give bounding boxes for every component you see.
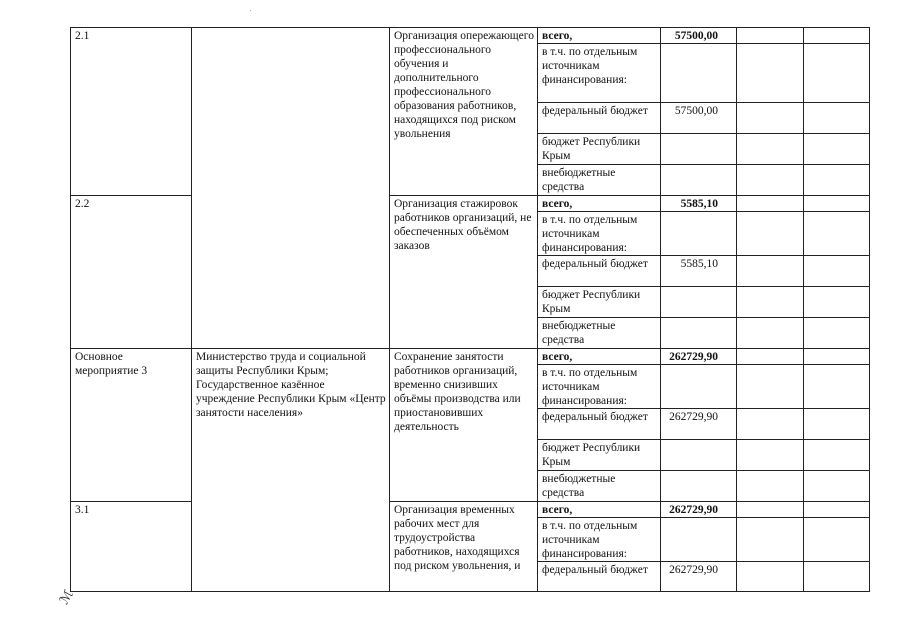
empty-cell xyxy=(661,365,737,409)
federal-label: федеральный бюджет xyxy=(538,409,661,440)
activity-3-1: Организация временных рабочих мест для трудоустройства работников, находящихся под риском увольнения, и xyxy=(390,502,538,592)
scan-dot xyxy=(250,10,251,11)
empty-cell xyxy=(737,256,804,287)
empty-cell xyxy=(737,28,804,44)
total-label: всего, xyxy=(538,196,661,212)
empty-cell xyxy=(804,365,870,409)
offbudget-label: внебюджетные средства xyxy=(538,471,661,502)
empty-cell xyxy=(804,440,870,471)
empty-cell xyxy=(737,349,804,365)
empty-cell xyxy=(804,212,870,256)
empty-cell xyxy=(804,518,870,562)
empty-cell xyxy=(661,518,737,562)
empty-cell xyxy=(737,365,804,409)
row-id-3-1: 3.1 xyxy=(71,502,192,592)
table-row xyxy=(71,502,870,518)
empty-cell xyxy=(804,287,870,318)
empty-cell xyxy=(661,287,737,318)
incl-label: в т.ч. по отдельным источникам финансирования: xyxy=(538,44,661,103)
empty-cell xyxy=(804,349,870,365)
empty-cell xyxy=(737,318,804,349)
empty-cell xyxy=(737,440,804,471)
activity-2-2: Организация стажировок работников организаций, не обеспеченных объёмом заказов xyxy=(390,196,538,349)
rk-label: бюджет Республики Крым xyxy=(538,134,661,165)
empty-cell xyxy=(804,196,870,212)
total-label: всего, xyxy=(538,349,661,365)
empty-cell xyxy=(804,103,870,134)
empty-cell xyxy=(804,44,870,103)
handwritten-mark: ℳ xyxy=(56,587,77,608)
empty-cell xyxy=(804,562,870,592)
empty-cell xyxy=(661,165,737,196)
offbudget-label: внебюджетные средства xyxy=(538,165,661,196)
empty-cell xyxy=(737,212,804,256)
empty-cell xyxy=(661,44,737,103)
table-row xyxy=(71,28,870,44)
empty-cell xyxy=(737,103,804,134)
empty-cell xyxy=(661,471,737,502)
empty-cell xyxy=(737,471,804,502)
empty-cell xyxy=(804,165,870,196)
empty-cell xyxy=(737,196,804,212)
total-value: 57500,00 xyxy=(661,28,737,44)
empty-cell xyxy=(661,212,737,256)
activity-main-3: Сохранение занятости работников организаций, временно снизивших объёмы производства или приостановивших деятельность xyxy=(390,349,538,502)
total-value: 262729,90 xyxy=(661,349,737,365)
executor-cell-empty xyxy=(192,28,390,349)
rk-label: бюджет Республики Крым xyxy=(538,440,661,471)
total-label: всего, xyxy=(538,502,661,518)
empty-cell xyxy=(804,502,870,518)
offbudget-label: внебюджетные средства xyxy=(538,318,661,349)
row-id-main-3: Основное мероприятие 3 xyxy=(71,349,192,502)
federal-value: 262729,90 xyxy=(661,409,737,440)
federal-value: 262729,90 xyxy=(661,562,737,592)
total-value: 262729,90 xyxy=(661,502,737,518)
federal-value: 57500,00 xyxy=(661,103,737,134)
empty-cell xyxy=(737,518,804,562)
table-row xyxy=(71,196,870,212)
row-id-2-1: 2.1 xyxy=(71,28,192,196)
table-row xyxy=(71,349,870,365)
federal-label: федеральный бюджет xyxy=(538,256,661,287)
financing-table xyxy=(70,27,870,592)
empty-cell xyxy=(661,440,737,471)
empty-cell xyxy=(737,165,804,196)
incl-label: в т.ч. по отдельным источникам финансирования: xyxy=(538,518,661,562)
empty-cell xyxy=(737,44,804,103)
empty-cell xyxy=(804,256,870,287)
empty-cell xyxy=(737,502,804,518)
row-id-2-2: 2.2 xyxy=(71,196,192,349)
federal-value: 5585,10 xyxy=(661,256,737,287)
empty-cell xyxy=(661,134,737,165)
empty-cell xyxy=(804,409,870,440)
total-value: 5585,10 xyxy=(661,196,737,212)
incl-label: в т.ч. по отдельным источникам финансирования: xyxy=(538,212,661,256)
empty-cell xyxy=(737,287,804,318)
executor-main-3: Министерство труда и социальной защиты Республики Крым; Государственное казённое учреждение Республики Крым «Центр занятости населения» xyxy=(192,349,390,592)
empty-cell xyxy=(804,134,870,165)
federal-label: федеральный бюджет xyxy=(538,103,661,134)
empty-cell xyxy=(737,134,804,165)
incl-label: в т.ч. по отдельным источникам финансирования: xyxy=(538,365,661,409)
empty-cell xyxy=(737,409,804,440)
activity-2-1: Организация опережающего профессионального обучения и дополнительного профессионального образования работников, находящихся под риском увольнения xyxy=(390,28,538,196)
empty-cell xyxy=(804,28,870,44)
empty-cell xyxy=(661,318,737,349)
rk-label: бюджет Республики Крым xyxy=(538,287,661,318)
total-label: всего, xyxy=(538,28,661,44)
empty-cell xyxy=(804,318,870,349)
empty-cell xyxy=(737,562,804,592)
empty-cell xyxy=(804,471,870,502)
federal-label: федеральный бюджет xyxy=(538,562,661,592)
